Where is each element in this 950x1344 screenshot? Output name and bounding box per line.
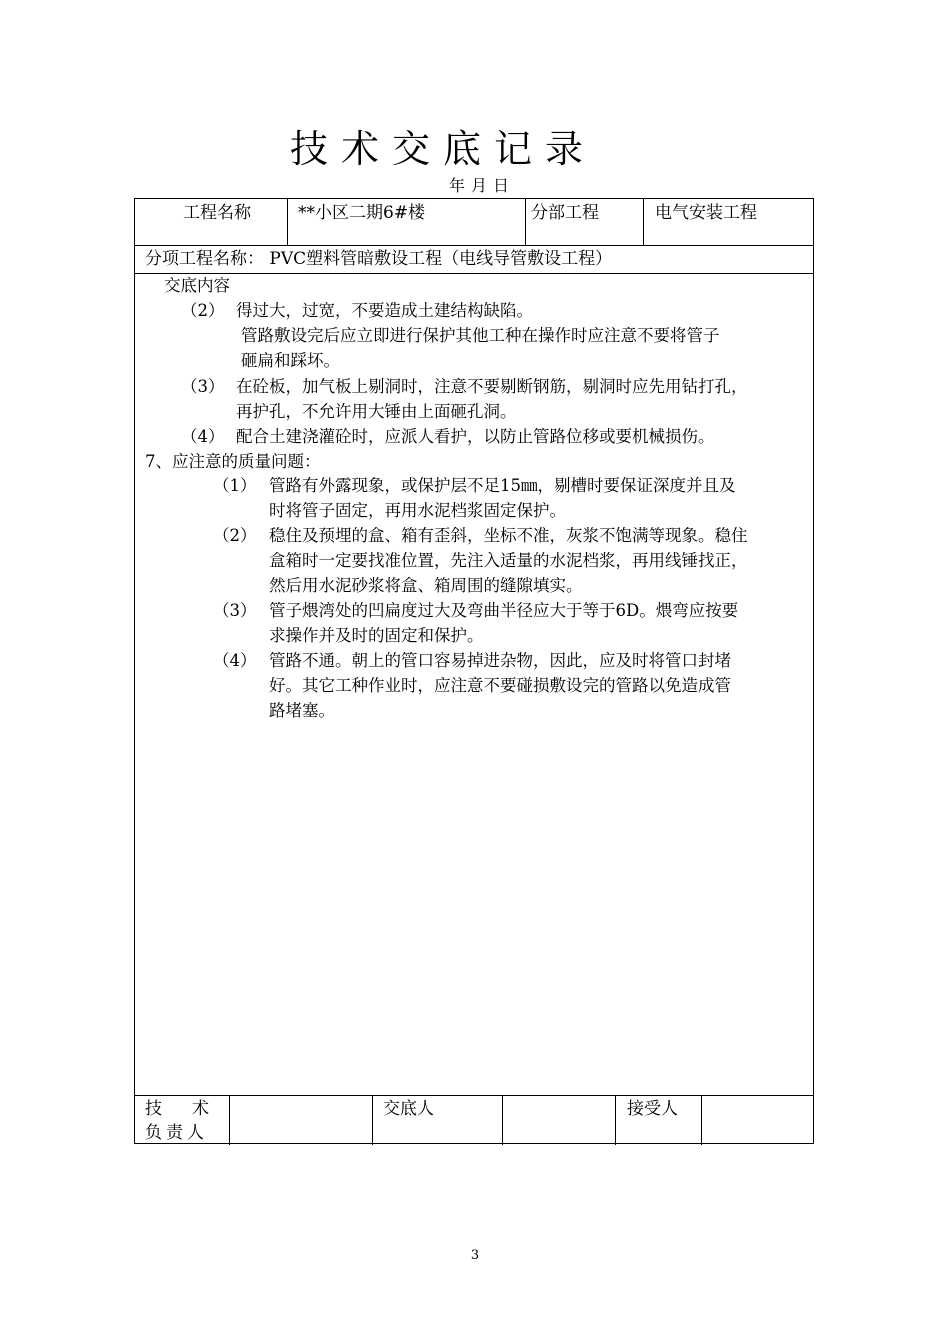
row-divider-header [135,245,813,246]
item-number: （1） [213,476,257,495]
item-number: （3） [181,377,225,396]
section-heading: 7、应注意的质量问题： [145,452,321,471]
tech-lead-label-line2: 负责人 [145,1123,208,1143]
record-table [134,198,814,1144]
col-divider [643,199,644,245]
receiver-label: 接受人 [627,1099,678,1119]
tech-lead-label-line1: 技术 [145,1099,239,1119]
project-name-label: 工程名称 [183,203,251,223]
col-divider [372,1095,373,1145]
content-line: 好。其它工种作业时，应注意不要碰损敷设完的管路以免造成管 [269,676,731,695]
col-divider [525,199,526,245]
item-number: （4） [213,651,257,670]
item-number: （4） [181,427,225,446]
content-line: 得过大，过宽，不要造成土建结构缺陷。 [236,301,533,320]
subitem-name: 分项工程名称： PVC塑料管暗敷设工程（电线导管敷设工程） [145,249,613,269]
content-line: 再护孔，不允许用大锤由上面砸孔洞。 [236,402,517,421]
division-label: 分部工程 [531,203,599,223]
content-line: 配合土建浇灌砼时，应派人看护，以防止管路位移或要机械损伤。 [236,427,715,446]
page-number: 3 [470,1248,480,1263]
item-number: （3） [213,601,257,620]
content-line: 在砼板，加气板上剔洞时，注意不要剔断钢筋，剔洞时应先用钻打孔， [236,377,748,396]
content-line: 求操作并及时的固定和保护。 [269,626,484,645]
col-divider [701,1095,702,1145]
content-line: 盒箱时一定要找准位置，先注入适量的水泥档浆，再用线锤找正， [269,551,748,570]
division-value: 电气安装工程 [655,203,757,223]
date-line: 年月日 [449,176,516,195]
content-line: 稳住及预埋的盒、箱有歪斜，坐标不准，灰浆不饱满等现象。稳住 [269,526,748,545]
item-number: （2） [213,526,257,545]
content-line: 砸扁和踩坏。 [241,351,340,370]
row-divider-subitem [135,273,813,274]
content-line: 时将管子固定，再用水泥档浆固定保护。 [269,501,566,520]
item-number: （2） [181,301,225,320]
content-line: 管路不通。朝上的管口容易掉进杂物，因此，应及时将管口封堵 [269,651,731,670]
content-label: 交底内容 [164,276,230,295]
presenter-label: 交底人 [383,1099,434,1119]
col-divider [502,1095,503,1145]
content-line: 管路有外露现象，或保护层不足15㎜，剔槽时要保证深度并且及 [269,476,736,495]
document-title: 技术交底记录 [290,127,597,171]
col-divider [615,1095,616,1145]
content-line: 管子煨湾处的凹扁度过大及弯曲半径应大于等于6D。煨弯应按要 [269,601,739,620]
row-divider-footer [135,1095,813,1096]
content-line: 路堵塞。 [269,701,335,720]
content-line: 管路敷设完后应立即进行保护其他工种在操作时应注意不要将管子 [241,326,720,345]
content-line: 然后用水泥砂浆将盒、箱周围的缝隙填实。 [269,576,583,595]
col-divider [287,199,288,245]
project-name-value: **小区二期6#楼 [298,203,426,223]
